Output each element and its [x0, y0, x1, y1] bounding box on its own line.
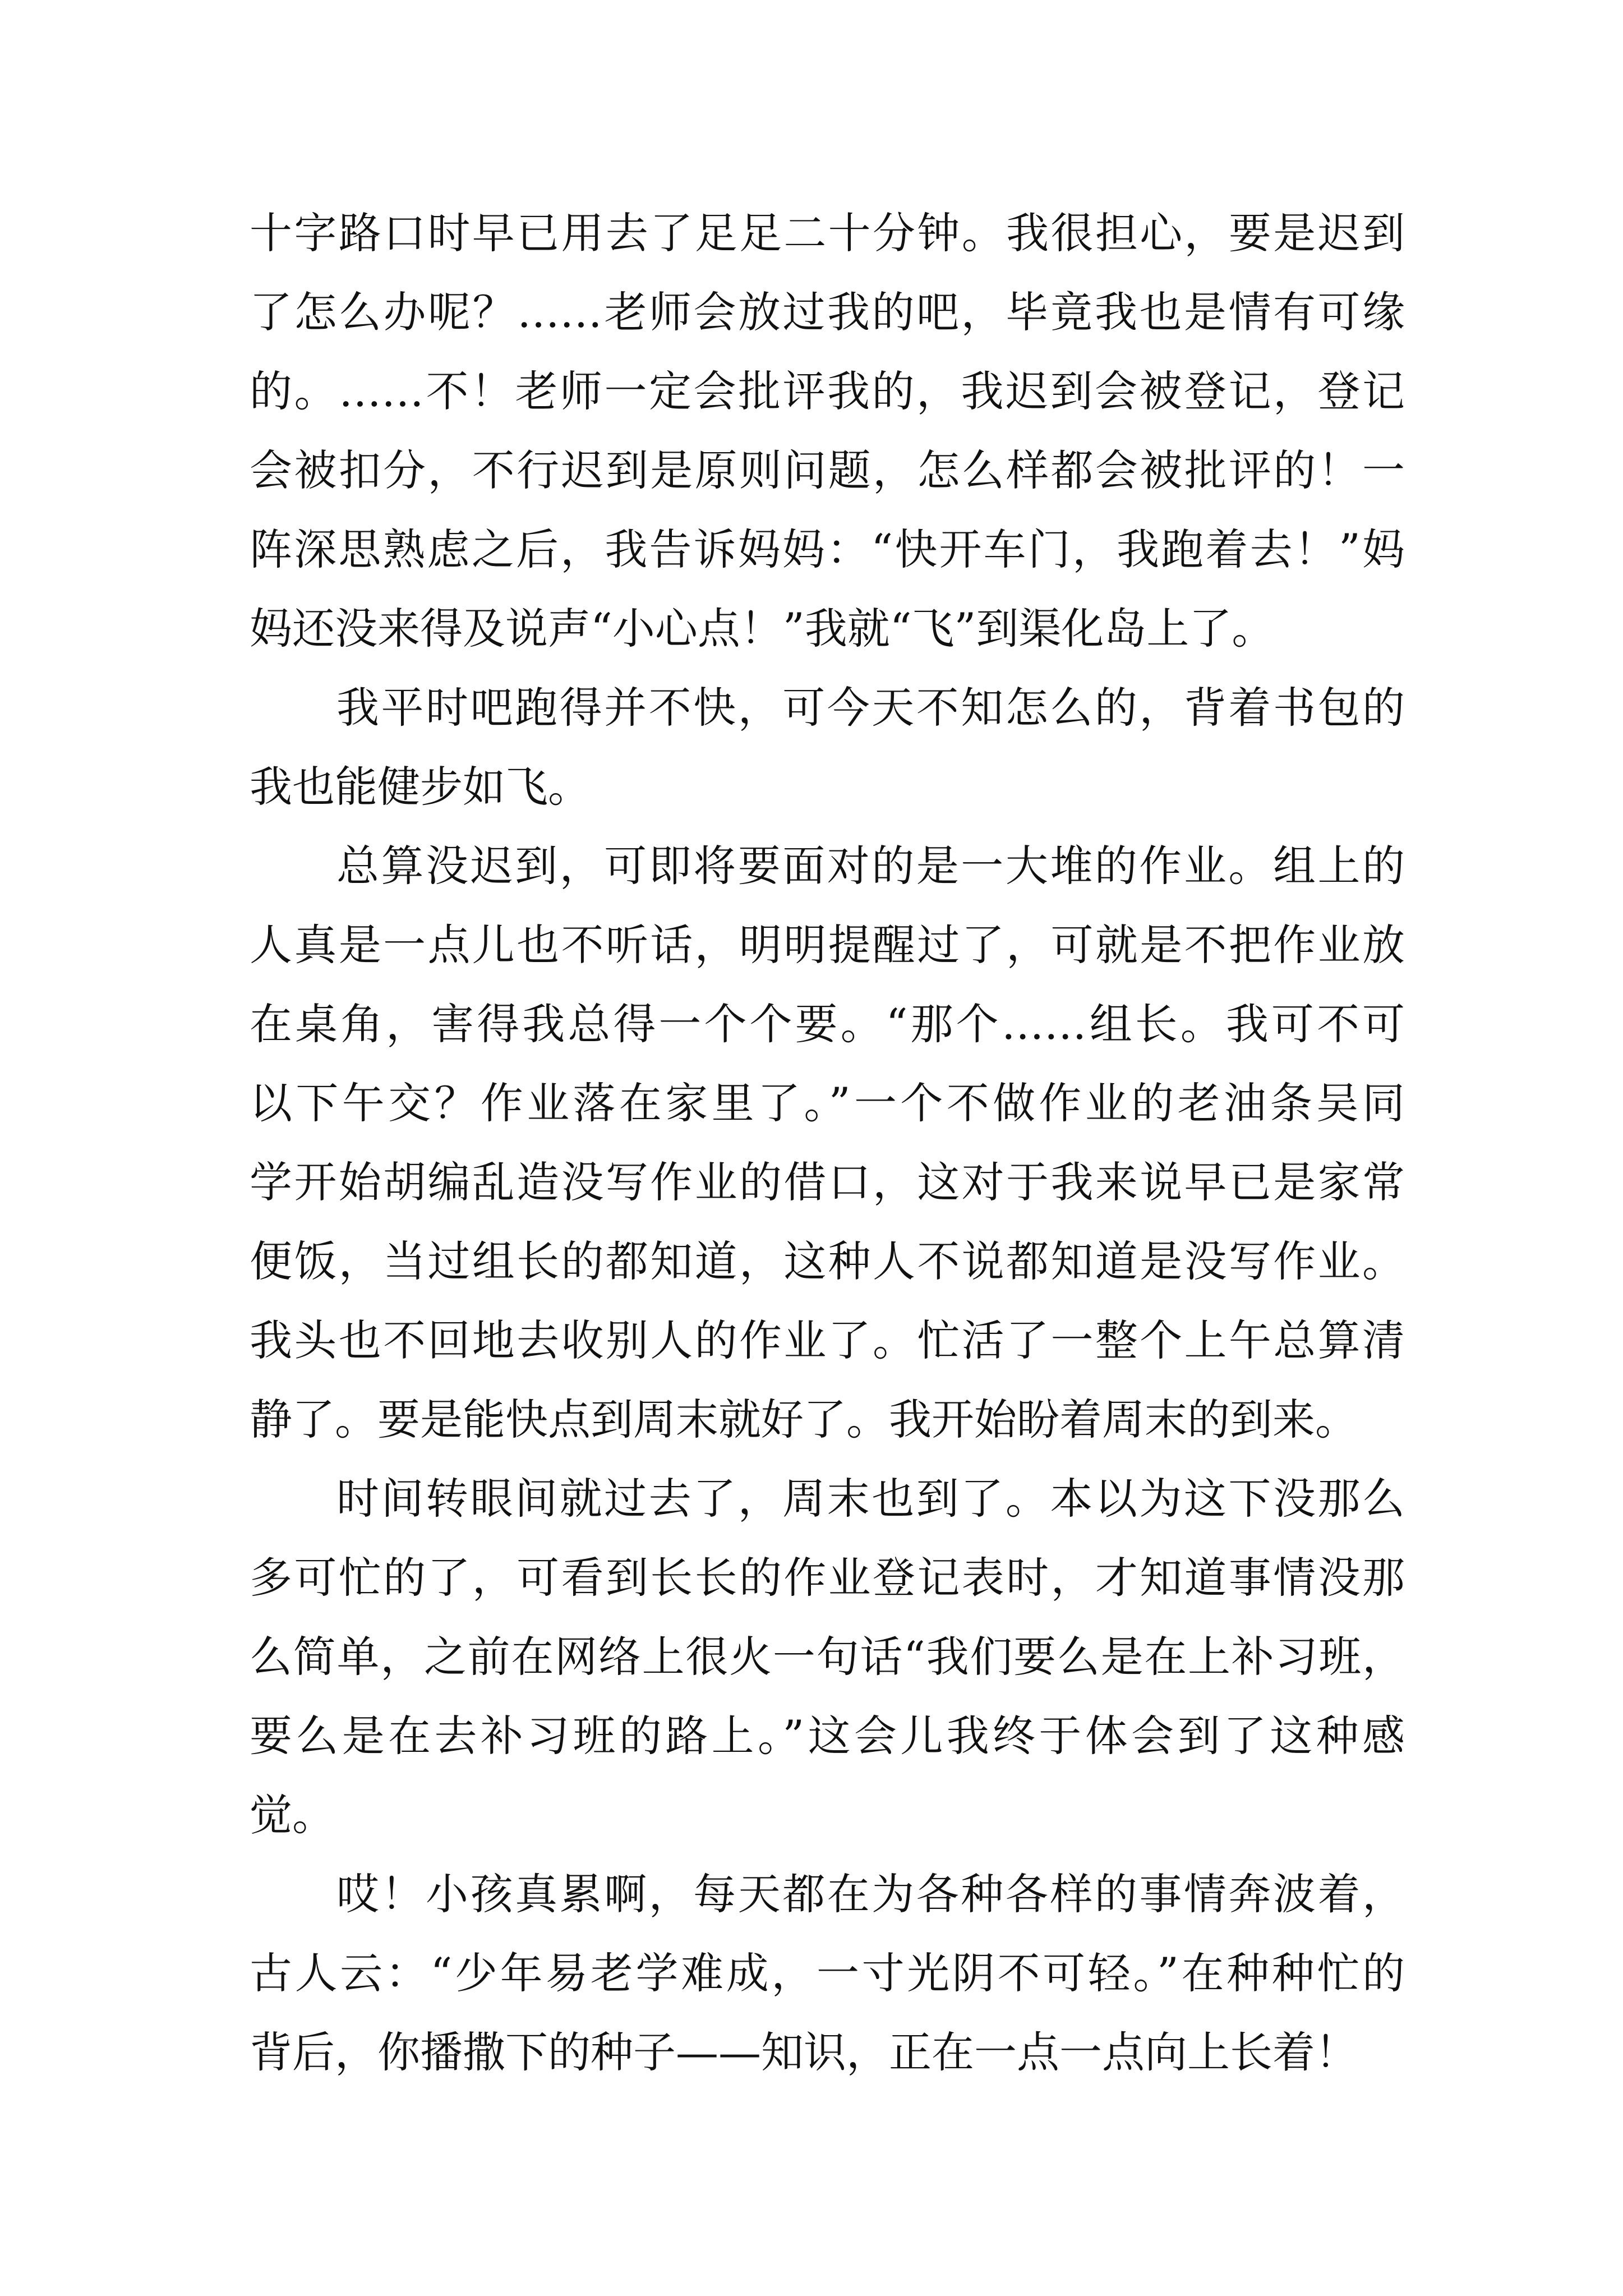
text-line: 背后，你播撒下的种子——知识，正在一点一点向上长着！ [250, 2027, 1358, 2077]
text-line: 哎！小孩真累啊，每天都在为各种各样的事情奔波着， [336, 1869, 1405, 1919]
paragraph [250, 826, 1405, 1459]
text-line: 便饭，当过组长的都知道，这种人不说都知道是没写作业。 [250, 1236, 1405, 1286]
text-line: 古人云：“少年易老学难成，一寸光阴不可轻。”在种种忙的 [250, 1948, 1405, 1998]
text-line: 么简单，之前在网络上很火一句话“我们要么是在上补习班， [250, 1632, 1405, 1682]
paragraph [250, 668, 1405, 826]
text-line: 多可忙的了，可看到长长的作业登记表时，才知道事情没那 [250, 1553, 1405, 1603]
essay-body [250, 194, 1405, 2092]
text-line: 十字路口时早已用去了足足二十分钟。我很担心，要是迟到 [250, 208, 1405, 258]
text-line: 人真是一点儿也不听话，明明提醒过了，可就是不把作业放 [250, 920, 1405, 970]
text-line: 我平时吧跑得并不快，可今天不知怎么的，背着书包的 [336, 683, 1405, 733]
paragraph [250, 1855, 1405, 2092]
paragraph [250, 1459, 1405, 1855]
text-line: 的。……不！老师一定会批评我的，我迟到会被登记，登记 [250, 366, 1405, 416]
text-line: 时间转眼间就过去了，周末也到了。本以为这下没那么 [336, 1474, 1405, 1524]
paragraph [250, 194, 1405, 668]
text-line: 觉。 [250, 1790, 335, 1840]
text-line: 妈还没来得及说声“小心点！”我就“飞”到渠化岛上了。 [250, 604, 1275, 654]
text-line: 我也能健步如飞。 [250, 762, 591, 812]
text-line: 学开始胡编乱造没写作业的借口，这对于我来说早已是家常 [250, 1157, 1405, 1207]
text-line: 总算没迟到，可即将要面对的是一大堆的作业。组上的 [336, 841, 1405, 891]
text-line: 阵深思熟虑之后，我告诉妈妈：“快开车门，我跑着去！”妈 [250, 524, 1405, 574]
text-line: 在桌角，害得我总得一个个要。“那个……组长。我可不可 [250, 999, 1405, 1049]
text-line: 以下午交？作业落在家里了。”一个不做作业的老油条吴同 [250, 1078, 1405, 1128]
text-line: 会被扣分，不行迟到是原则问题，怎么样都会被批评的！一 [250, 445, 1405, 495]
text-line: 了怎么办呢？……老师会放过我的吧，毕竟我也是情有可缘 [250, 287, 1405, 337]
text-line: 我头也不回地去收别人的作业了。忙活了一整个上午总算清 [250, 1315, 1405, 1365]
text-line: 静了。要是能快点到周末就好了。我开始盼着周末的到来。 [250, 1395, 1358, 1444]
text-line: 要么是在去补习班的路上。”这会儿我终于体会到了这种感 [250, 1711, 1405, 1761]
